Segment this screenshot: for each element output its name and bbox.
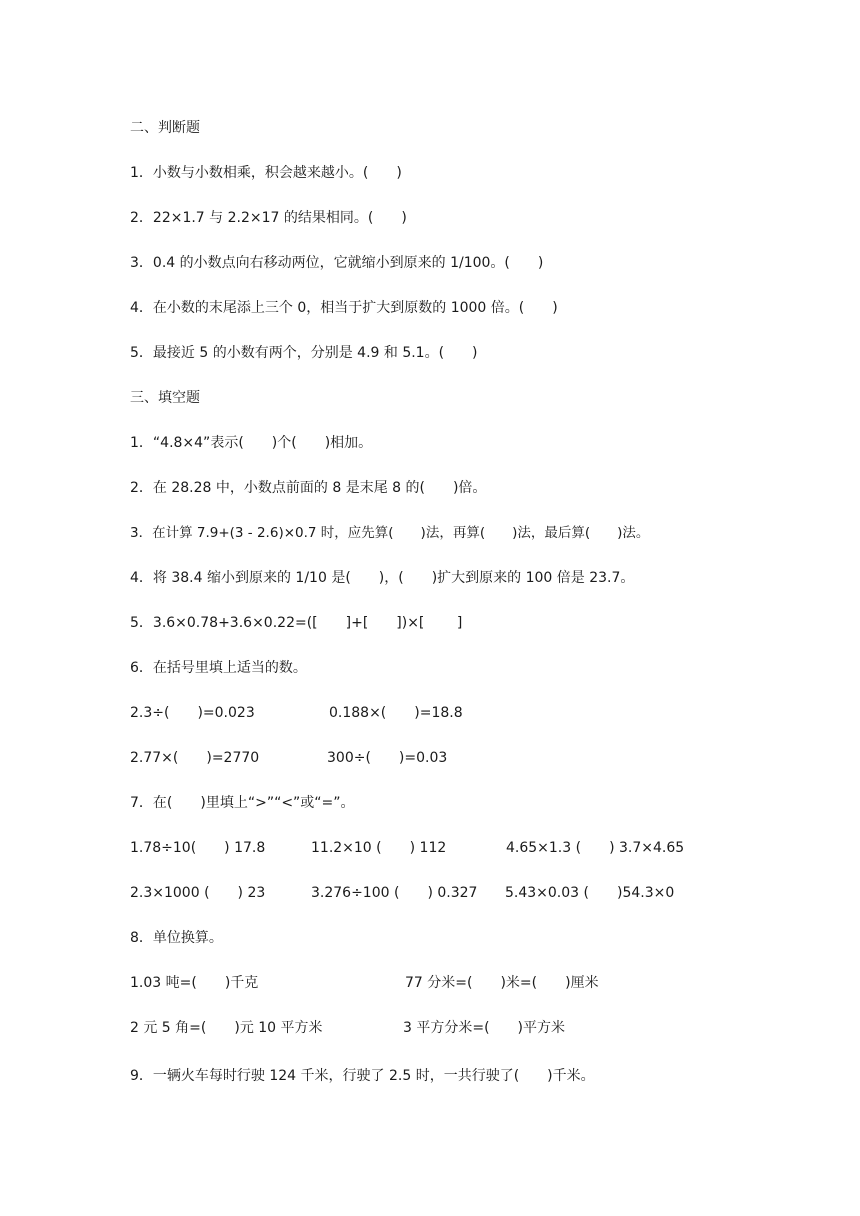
fill-item-8: 8．单位换算。 bbox=[130, 930, 223, 946]
fill-item-7-compare-b: 11.2×10 ( ) 112 bbox=[311, 840, 447, 856]
fill-item-6-expr-d: 300÷( )=0.03 bbox=[327, 750, 448, 766]
fill-item-7-compare-f: 5.43×0.03 ( )54.3×0 bbox=[505, 885, 675, 901]
fill-item-1: 1．“4.8×4”表示( )个( )相加。 bbox=[130, 435, 373, 451]
fill-item-5: 5．3.6×0.78+3.6×0.22=([ ]+[ ])×[ ] bbox=[130, 615, 463, 631]
fill-item-7-compare-a: 1.78÷10( ) 17.8 bbox=[130, 840, 266, 856]
fill-item-7-compare-d: 2.3×1000 ( ) 23 bbox=[130, 885, 266, 901]
fill-item-8-convert-a: 1.03 吨=( )千克 bbox=[130, 975, 259, 991]
judge-item-4: 4．在小数的末尾添上三个 0，相当于扩大到原数的 1000 倍。( ) bbox=[130, 300, 558, 316]
fill-item-2: 2．在 28.28 中，小数点前面的 8 是末尾 8 的( )倍。 bbox=[130, 480, 487, 496]
section-2-title: 二、判断题 bbox=[130, 120, 200, 136]
judge-item-1: 1．小数与小数相乘，积会越来越小。( ) bbox=[130, 165, 402, 181]
fill-item-8-convert-d: 3 平方分米=( )平方米 bbox=[403, 1020, 566, 1036]
fill-item-3: 3．在计算 7.9+(3 - 2.6)×0.7 时，应先算( )法，再算( )法，最后算( )法。 bbox=[130, 525, 650, 541]
fill-item-6-expr-c: 2.77×( )=2770 bbox=[130, 750, 260, 766]
fill-item-6-expr-a: 2.3÷( )=0.023 bbox=[130, 705, 255, 721]
fill-item-8-convert-b: 77 分米=( )米=( )厘米 bbox=[405, 975, 599, 991]
fill-item-9: 9．一辆火车每时行驶 124 千米，行驶了 2.5 时，一共行驶了( )千米。 bbox=[130, 1068, 595, 1084]
section-3-title: 三、填空题 bbox=[130, 390, 200, 406]
fill-item-6-expr-b: 0.188×( )=18.8 bbox=[329, 705, 463, 721]
judge-item-5: 5．最接近 5 的小数有两个，分别是 4.9 和 5.1。( ) bbox=[130, 345, 478, 361]
fill-item-8-convert-c: 2 元 5 角=( )元 10 平方米 bbox=[130, 1020, 323, 1036]
judge-item-2: 2．22×1.7 与 2.2×17 的结果相同。( ) bbox=[130, 210, 407, 226]
fill-item-7: 7．在( )里填上“>”“<”或“=”。 bbox=[130, 795, 355, 811]
fill-item-6: 6．在括号里填上适当的数。 bbox=[130, 660, 307, 676]
fill-item-4: 4．将 38.4 缩小到原来的 1/10 是( )，( )扩大到原来的 100 倍是 23.7。 bbox=[130, 570, 635, 586]
fill-item-7-compare-c: 4.65×1.3 ( ) 3.7×4.65 bbox=[506, 840, 685, 856]
fill-item-7-compare-e: 3.276÷100 ( ) 0.327 bbox=[311, 885, 478, 901]
judge-item-3: 3．0.4 的小数点向右移动两位，它就缩小到原来的 1/100。( ) bbox=[130, 255, 544, 271]
